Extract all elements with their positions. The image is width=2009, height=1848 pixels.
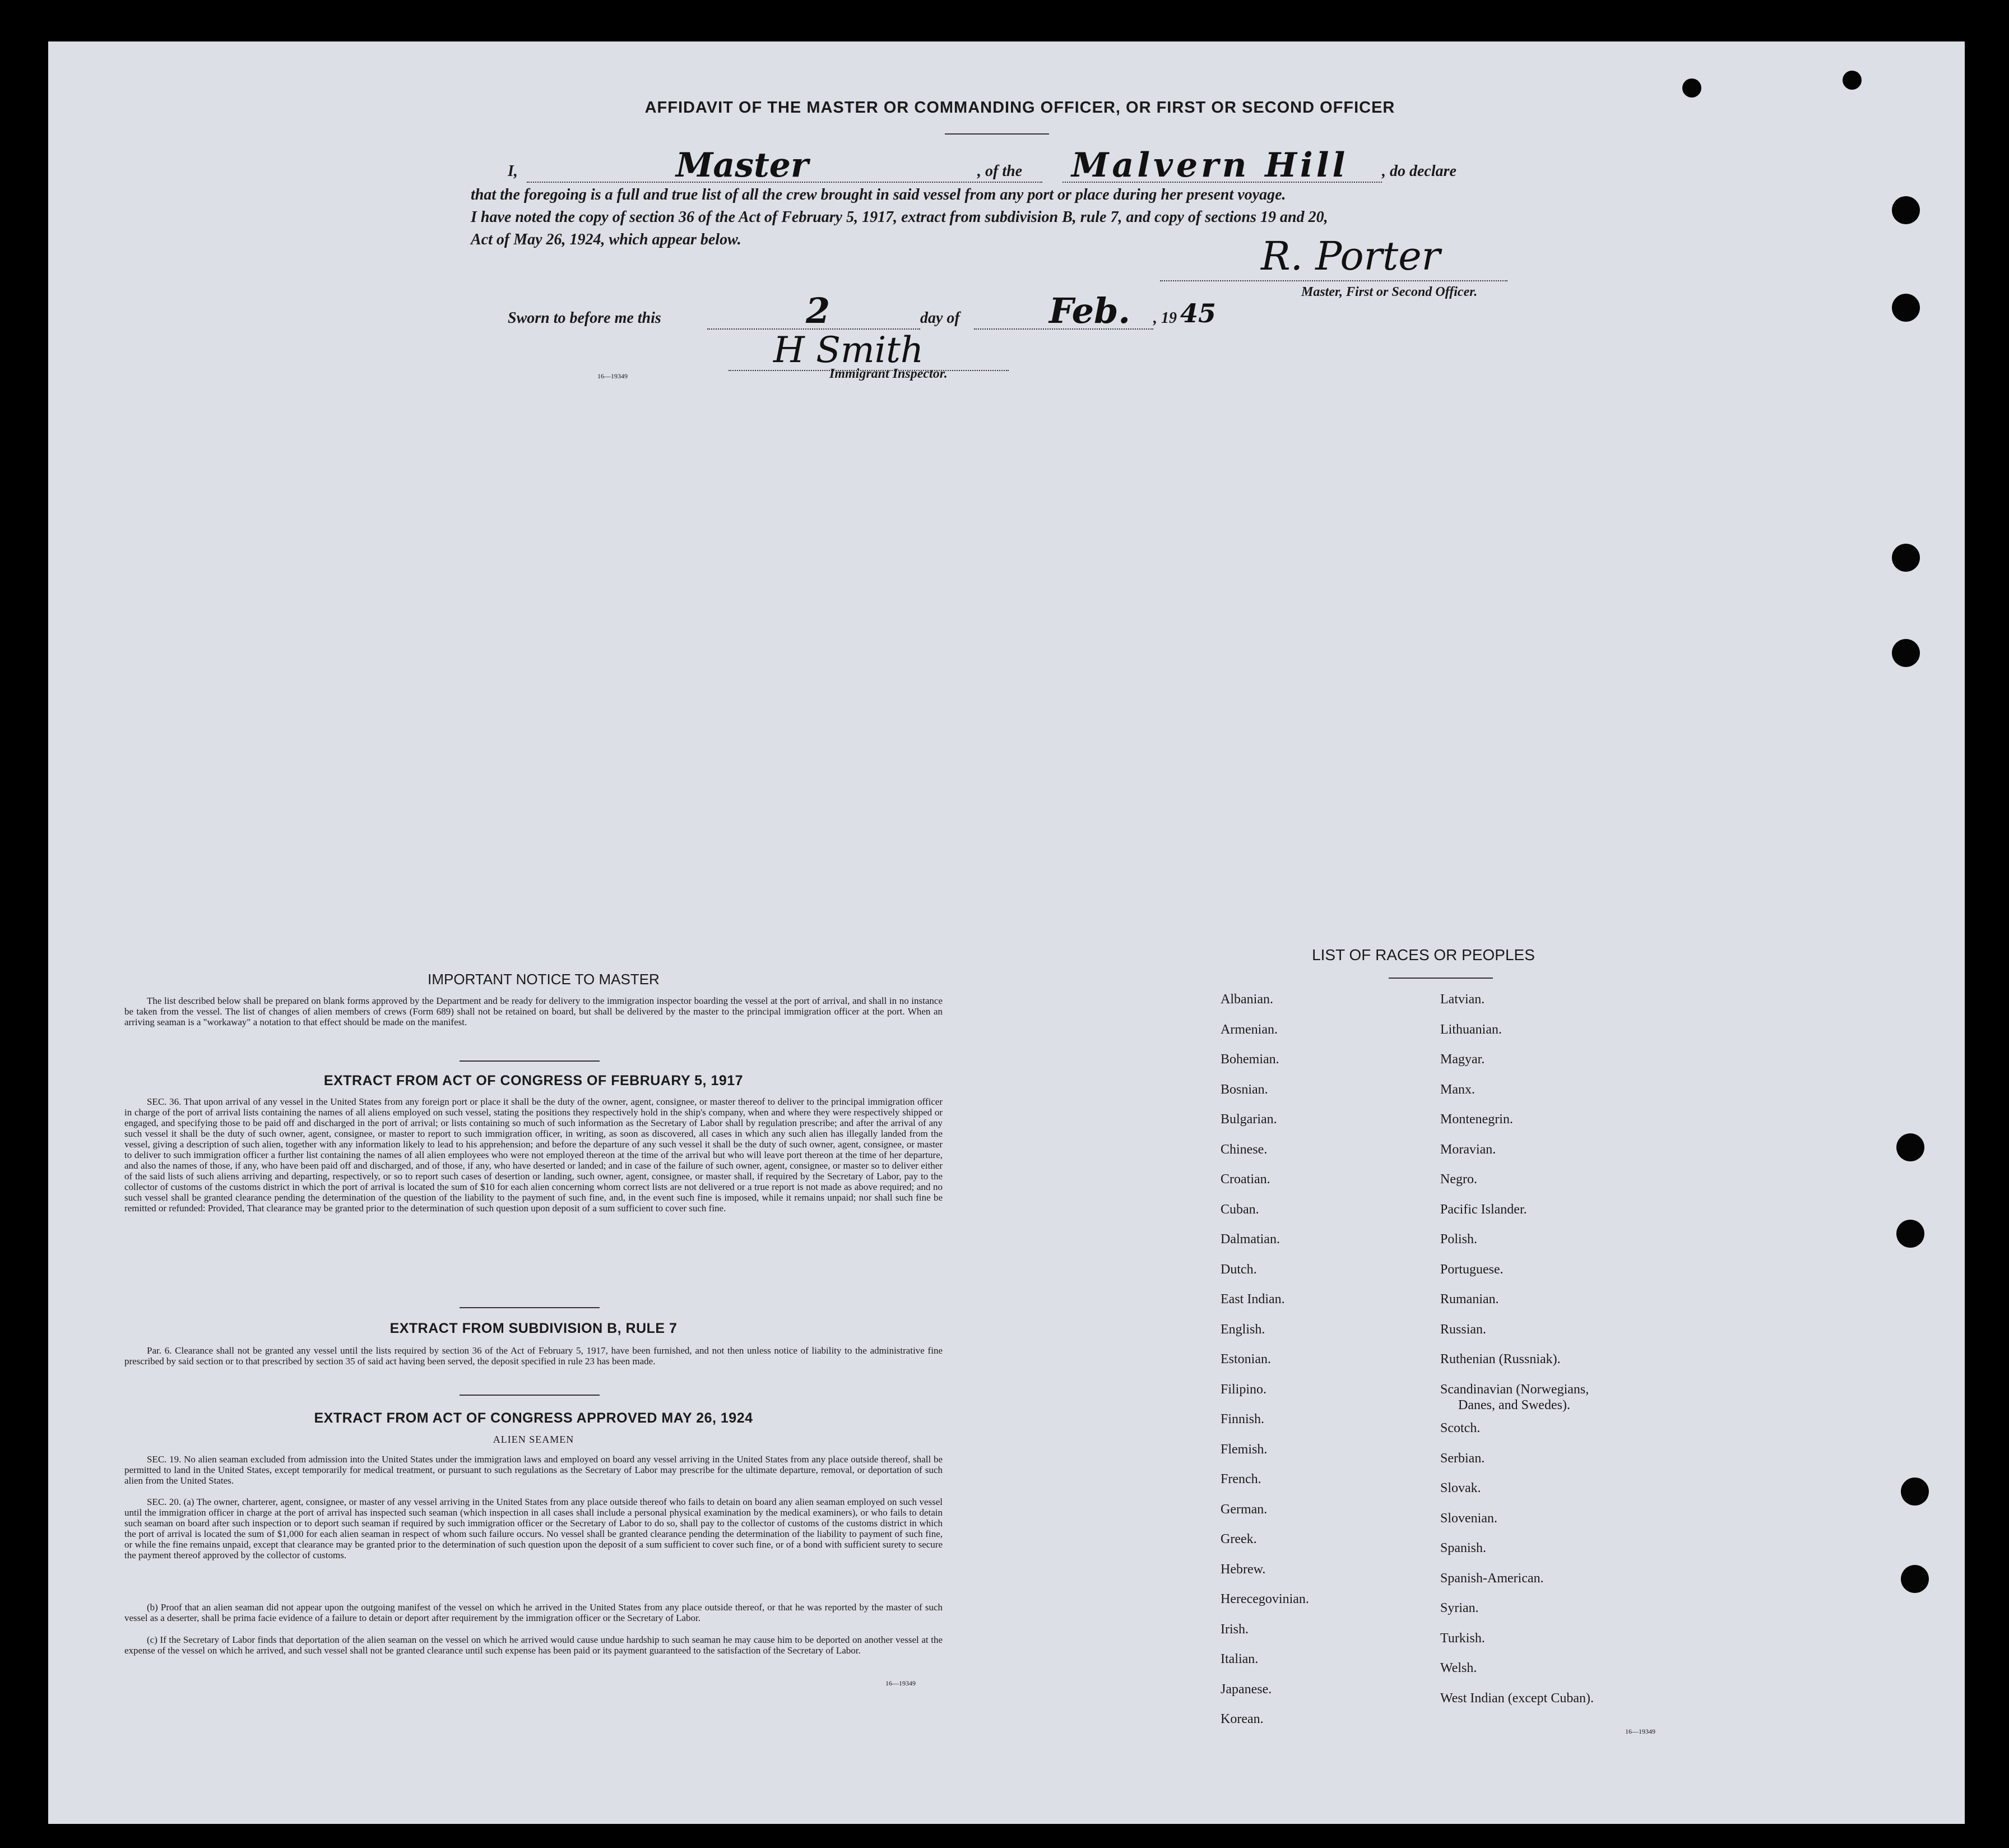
race-item: Ruthenian (Russniak). bbox=[1440, 1352, 1561, 1367]
race-item: Rumanian. bbox=[1440, 1292, 1499, 1307]
race-item: Japanese. bbox=[1221, 1682, 1272, 1697]
race-item: Bulgarian. bbox=[1221, 1112, 1277, 1127]
affidavit-line3: I have noted the copy of section 36 of the Act of February 5, 1917, extract from subdivision B, rule 7, and copy of sections 19 and 20, bbox=[471, 209, 1328, 226]
race-item: Korean. bbox=[1221, 1712, 1264, 1726]
rank-handwritten: Master bbox=[676, 146, 809, 185]
race-item: English. bbox=[1221, 1322, 1265, 1337]
divider bbox=[945, 133, 1049, 135]
race-item: Lithuanian. bbox=[1440, 1022, 1502, 1037]
race-item: Scandinavian (Norwegians, bbox=[1440, 1382, 1589, 1397]
punch-hole bbox=[1892, 544, 1920, 572]
sec20c-body: (c) If the Secretary of Labor finds that deportation of the alien seaman on the vessel on which he arrived would cause undue hardship to such seaman he may cause him to be deported on another vessel at the expense of the vessel on which he arrived, and such vessel shall not be granted clearance until such expense has been paid or its payment guaranteed to the satisfaction of the Secretary of Labor. bbox=[124, 1634, 943, 1656]
race-item: Dutch. bbox=[1221, 1262, 1257, 1277]
year-handwritten: 45 bbox=[1180, 298, 1217, 328]
race-item: Hebrew. bbox=[1221, 1562, 1266, 1577]
race-item: Albanian. bbox=[1221, 992, 1273, 1007]
i-prefix: I, bbox=[508, 163, 518, 180]
race-item: Greek. bbox=[1221, 1532, 1257, 1546]
race-item: Welsh. bbox=[1440, 1661, 1477, 1675]
punch-hole bbox=[1901, 1565, 1929, 1593]
divider bbox=[460, 1395, 600, 1396]
signature-caption: Master, First or Second Officer. bbox=[1301, 285, 1478, 299]
divider bbox=[460, 1060, 600, 1062]
race-item: Scotch. bbox=[1440, 1421, 1481, 1435]
punch-hole bbox=[1892, 294, 1920, 322]
race-item: Portuguese. bbox=[1440, 1262, 1504, 1277]
race-item: Danes, and Swedes). bbox=[1458, 1397, 1570, 1412]
race-item: Cuban. bbox=[1221, 1202, 1259, 1217]
notice-body: The list described below shall be prepared on blank forms approved by the Department and be ready for delivery to the immigration inspector boarding the vessel at the port of arrival, and shall in no instance be taken from the vessel. The list of changes of alien members of crews (Form 689) shall not be retained on board, but shall be delivered by the master to the principal immigration officer at the port. When an arriving seaman is a "workaway" a notation to that effect should be made on the manifest. bbox=[124, 995, 943, 1027]
extract-1917-title: EXTRACT FROM ACT OF CONGRESS OF FEBRUARY 5, 1917 bbox=[323, 1073, 744, 1089]
race-item: French. bbox=[1221, 1472, 1261, 1486]
form-number: 16—19349 bbox=[1625, 1727, 1655, 1735]
day-handwritten: 2 bbox=[806, 290, 830, 331]
races-title: LIST OF RACES OR PEOPLES bbox=[1312, 946, 1535, 964]
signature-line bbox=[1160, 269, 1507, 281]
affidavit-line2: that the foregoing is a full and true list of all the crew brought in said vessel from any port or place during her present voyage. bbox=[471, 186, 1286, 203]
race-item: Latvian. bbox=[1440, 992, 1485, 1007]
race-item: Dalmatian. bbox=[1221, 1232, 1280, 1247]
race-item: East Indian. bbox=[1221, 1292, 1285, 1307]
race-item: Armenian. bbox=[1221, 1022, 1278, 1037]
race-item: Serbian. bbox=[1440, 1451, 1485, 1466]
punch-hole bbox=[1892, 639, 1920, 667]
race-item: Chinese. bbox=[1221, 1142, 1268, 1157]
alien-seamen-subtitle: ALIEN SEAMEN bbox=[493, 1434, 574, 1445]
form-number: 16—19349 bbox=[597, 372, 628, 380]
day-of-label: day of bbox=[920, 309, 960, 327]
race-item: Filipino. bbox=[1221, 1382, 1267, 1397]
race-item: Pacific Islander. bbox=[1440, 1202, 1527, 1217]
vessel-handwritten: Malvern Hill bbox=[1071, 146, 1349, 185]
extract-1917-body: SEC. 36. That upon arrival of any vessel in the United States from any foreign port or place it shall be the duty of the owner, agent, consignee, or master thereof to deliver to the principal immigration officer in charge of the port of arrival lists containing the names of all aliens employed on such vessel, stating the positions they respectively hold in the ship's company, when and where they were respectively shipped or engaged, and specifying those to be paid off and discharged in the port of arrival; or lists containing so much of such information as the Secretary of Labor shall by regulation prescribe; and after the arrival of any such vessel it shall be the duty of such owner, agent, consignee, or master to report to such immigration officer, in writing, as soon as discovered, all cases in which any such alien has illegally landed from the vessel, giving a description of such alien, together with any information likely to lead to his apprehension; and before the departure of any such vessel it shall be the duty of such owner, agent, consignee, or master to deliver to such immigration officer a further list containing the names of all alien employees who were not employed thereon at the time of the arrival but who will leave port thereon at the time of her departure, and also the names of those, if any, who have been paid off and discharged, and of those, if any, who have deserted or landed; and in case of the failure of such owner, agent, consignee, or master so to deliver either of the said lists of such aliens arriving and departing, respectively, or so to report such cases of desertion or landing, such owner, agent, consignee, or master shall, if required by the Secretary of Labor, pay to the collector of customs of the customs district in which the port of arrival is located the sum of $10 for each alien concerning whom correct lists are not delivered or a true report is not made as above required; and no such vessel shall be granted clearance pending the determination of the question of the liability to the payment of such fine, and, in the event such fine is imposed, while it remains unpaid; nor shall such fine be remitted or refunded: Provided, That clearance may be granted prior to the determination of such question upon deposit of a sum sufficient to cover such fine. bbox=[124, 1096, 943, 1214]
master-signature: R. Porter bbox=[1261, 233, 1441, 279]
race-item: Finnish. bbox=[1221, 1412, 1265, 1426]
race-item: Bosnian. bbox=[1221, 1082, 1268, 1097]
punch-hole bbox=[1682, 78, 1701, 98]
extract-1924-title: EXTRACT FROM ACT OF CONGRESS APPROVED MAY 26, 1924 bbox=[314, 1410, 753, 1426]
month-handwritten: Feb. bbox=[1049, 290, 1131, 331]
race-item: Estonian. bbox=[1221, 1352, 1271, 1367]
race-item: Polish. bbox=[1440, 1232, 1478, 1247]
race-item: Magyar. bbox=[1440, 1052, 1485, 1067]
punch-hole bbox=[1901, 1478, 1929, 1506]
sec20b-body: (b) Proof that an alien seaman did not appear upon the outgoing manifest of the vessel on which he arrived in the United States from any place outside thereof, or that he was reported by the master of such vessel as a deserter, shall be prima facie evidence of a failure to detain or deport after requirement by the immigration officer or the Secretary of Labor. bbox=[124, 1602, 943, 1623]
race-item: Flemish. bbox=[1221, 1442, 1268, 1457]
punch-hole bbox=[1896, 1133, 1924, 1161]
rule7-title: EXTRACT FROM SUBDIVISION B, RULE 7 bbox=[389, 1321, 678, 1336]
race-item: Negro. bbox=[1440, 1172, 1477, 1187]
divider bbox=[460, 1307, 600, 1308]
race-item: Irish. bbox=[1221, 1622, 1249, 1637]
race-item: Manx. bbox=[1440, 1082, 1475, 1097]
rule7-body: Par. 6. Clearance shall not be granted any vessel until the lists required by section 36 of the Act of February 5, 1917, have been furnished, and not then unless notice of liability to the administrative fine prescribed by said section or to that prescribed by section 35 of said act having been served, the deposit specified in rule 23 has been made. bbox=[124, 1345, 943, 1367]
divider bbox=[1389, 978, 1493, 979]
form-number: 16—19349 bbox=[885, 1679, 916, 1687]
punch-hole bbox=[1843, 71, 1862, 90]
of-the-label: , of the bbox=[977, 163, 1023, 180]
affidavit-line4: Act of May 26, 1924, which appear below. bbox=[471, 231, 741, 248]
affidavit-title: AFFIDAVIT OF THE MASTER OR COMMANDING OFFICER, OR FIRST OR SECOND OFFICER bbox=[644, 99, 1395, 117]
year-prefix: , 19 bbox=[1153, 309, 1177, 327]
race-item: Syrian. bbox=[1440, 1601, 1479, 1615]
notice-title: IMPORTANT NOTICE TO MASTER bbox=[428, 971, 660, 988]
inspector-caption: Immigrant Inspector. bbox=[829, 367, 948, 381]
race-item: Bohemian. bbox=[1221, 1052, 1279, 1067]
race-item: German. bbox=[1221, 1502, 1268, 1517]
sec20a-body: SEC. 20. (a) The owner, charterer, agent, consignee, or master of any vessel arriving in the United States from any place outside thereof who fails to detain on board any alien seaman employed on such vessel until the immigration officer in charge at the port of arrival has inspected such seaman (which inspection in all cases shall include a personal physical examination by the medical examiners), or who fails to detain such seaman on board after such inspection or to deport such seaman if required by such immigration officer or the Secretary of Labor to do so, shall pay to the collector of customs of the customs district in which the port of arrival is located the sum of $1,000 for each alien seaman in respect of whom such failure occurs. No vessel shall be granted clearance pending the determination of the liability to payment of such fine, or while the fine remains unpaid, except that clearance may be granted prior to the determination of such question upon the deposit of a sum sufficient to cover such fine, or of a bond with sufficient surety to secure the payment thereof approved by the collector of customs. bbox=[124, 1497, 943, 1560]
punch-hole bbox=[1892, 196, 1920, 224]
race-item: Spanish-American. bbox=[1440, 1571, 1544, 1586]
do-declare-label: , do declare bbox=[1382, 163, 1456, 180]
race-item: Italian. bbox=[1221, 1652, 1259, 1666]
race-item: Croatian. bbox=[1221, 1172, 1270, 1187]
race-item: Moravian. bbox=[1440, 1142, 1496, 1157]
race-item: Slovak. bbox=[1440, 1481, 1481, 1495]
race-item: Herecegovinian. bbox=[1221, 1592, 1309, 1606]
race-item: Slovenian. bbox=[1440, 1511, 1497, 1526]
race-item: West Indian (except Cuban). bbox=[1440, 1690, 1594, 1706]
race-item: Turkish. bbox=[1440, 1631, 1485, 1646]
race-item: Russian. bbox=[1440, 1322, 1487, 1337]
punch-hole bbox=[1896, 1220, 1924, 1248]
inspector-signature: H Smith bbox=[773, 330, 924, 371]
sworn-label: Sworn to before me this bbox=[508, 309, 661, 327]
race-item: Spanish. bbox=[1440, 1541, 1487, 1555]
sec19-body: SEC. 19. No alien seaman excluded from admission into the United States under the immigration laws and employed on board any vessel arriving in the United States from any place outside thereof, shall be permitted to land in the United States, except temporarily for medical treatment, or pursuant to such regulations as the Secretary of Labor may prescribe for the ultimate departure, removal, or deportation of such alien from the United States. bbox=[124, 1454, 943, 1486]
race-item: Montenegrin. bbox=[1440, 1112, 1513, 1127]
